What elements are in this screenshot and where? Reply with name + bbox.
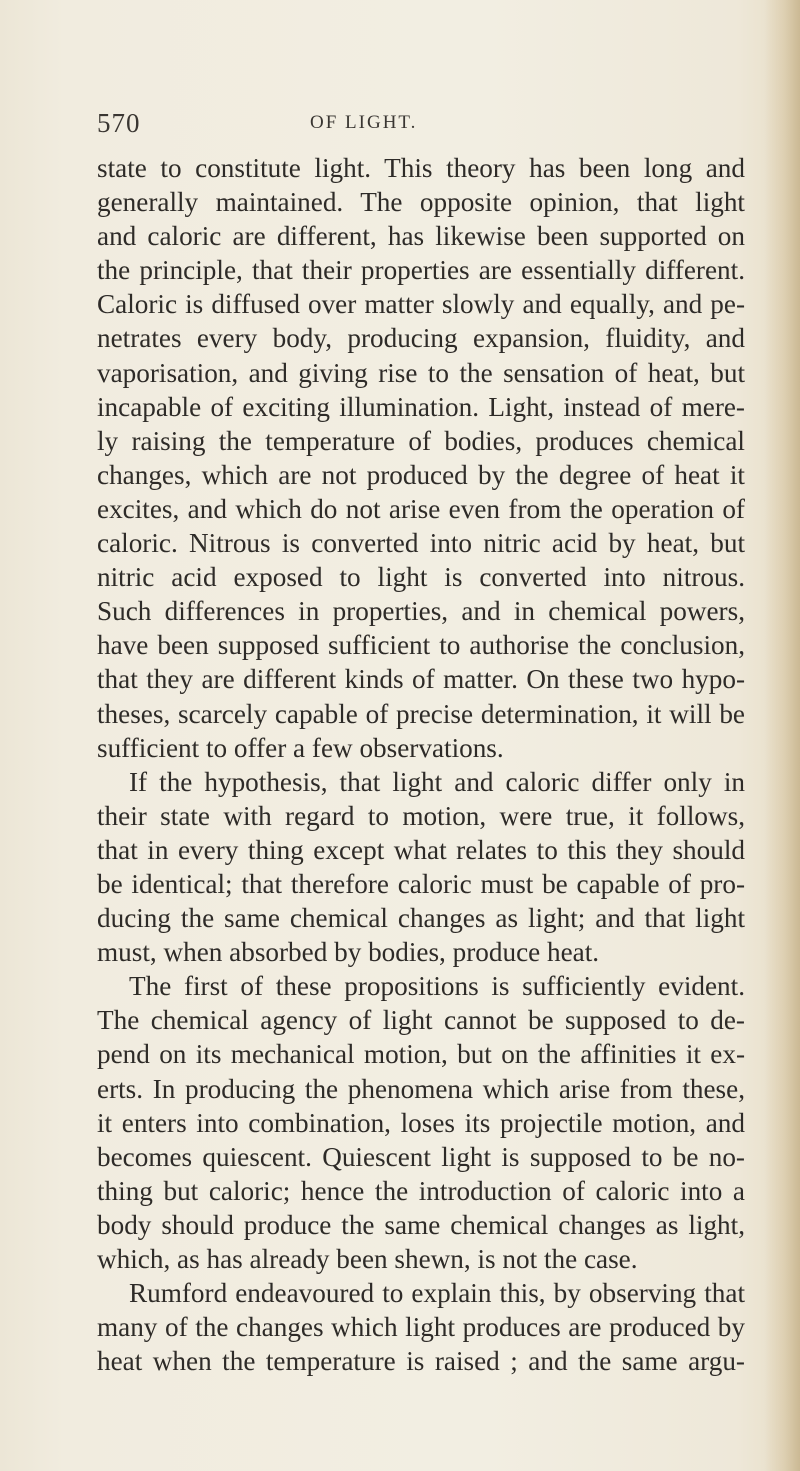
text-line: excites, and which do not arise even from the operation of <box>97 493 745 524</box>
running-title: OF LIGHT. <box>310 112 418 133</box>
text-line: state to constitute light. This theory has been long and <box>97 153 745 183</box>
text-line: nitric acid exposed to light is converted into nitrous. <box>97 562 745 593</box>
text-line: ducing the same chemical changes as light; and that light <box>97 903 745 934</box>
text-line: changes, which are not produced by the degree of heat it <box>97 459 745 490</box>
page-edge-shading <box>764 0 800 1471</box>
text-line: their state with regard to motion, were true, it follows, <box>97 800 745 831</box>
text-line: have been supposed sufficient to authorise the conclusion, <box>97 630 745 661</box>
text-line: ly raising the temperature of bodies, produces chemical <box>97 425 745 456</box>
text-line: the principle, that their properties are essentially different. <box>97 255 745 286</box>
text-line: sufficient to offer a few observations. <box>97 732 504 763</box>
text-line: it enters into combination, loses its projectile motion, and <box>97 1107 745 1138</box>
text-line: Caloric is diffused over matter slowly and equally, and pe- <box>97 289 745 320</box>
text-line: be identical; that therefore caloric must be capable of pro- <box>97 868 745 899</box>
text-line: incapable of exciting illumination. Light, instead of mere- <box>97 391 745 422</box>
text-line: theses, scarcely capable of precise determination, it will be <box>97 698 745 729</box>
page-number: 570 <box>97 108 141 138</box>
text-line: becomes quiescent. Quiescent light is supposed to be no- <box>97 1141 745 1172</box>
text-line: that in every thing except what relates to this they should <box>97 834 745 865</box>
text-line: caloric. Nitrous is converted into nitric acid by heat, but <box>97 528 745 559</box>
text-line: which, as has already been shewn, is not the case. <box>97 1244 638 1274</box>
text-line: Such differences in properties, and in chemical powers, <box>97 596 745 627</box>
text-line: vaporisation, and giving rise to the sensation of heat, but <box>97 357 745 388</box>
text-line: The first of these propositions is sufficiently evident. <box>129 971 745 1002</box>
text-line: Rumford endeavoured to explain this, by observing that <box>129 1278 745 1309</box>
text-line: netrates every body, producing expansion, fluidity, and <box>97 323 745 354</box>
text-line: generally maintained. The opposite opinion, that light <box>97 187 745 218</box>
running-head <box>97 108 737 148</box>
text-line: many of the changes which light produces are produced by <box>97 1312 745 1343</box>
text-line: and caloric are different, has likewise been supported on <box>97 221 745 252</box>
text-line: erts. In producing the phenomena which arise from these, <box>97 1073 745 1104</box>
text-line: The chemical agency of light cannot be supposed to de- <box>97 1005 745 1036</box>
body-text <box>97 151 745 1378</box>
text-line: heat when the temperature is raised ; and the same argu- <box>97 1346 745 1377</box>
text-line: thing but caloric; hence the introduction of caloric into a <box>97 1175 745 1206</box>
text-line: must, when absorbed by bodies, produce heat. <box>97 937 600 968</box>
text-line: If the hypothesis, that light and caloric differ only in <box>129 766 745 797</box>
text-line: body should produce the same chemical changes as light, <box>97 1209 745 1240</box>
text-line: pend on its mechanical motion, but on the affinities it ex- <box>97 1039 745 1070</box>
text-line: that they are different kinds of matter. On these two hypo- <box>97 664 745 695</box>
